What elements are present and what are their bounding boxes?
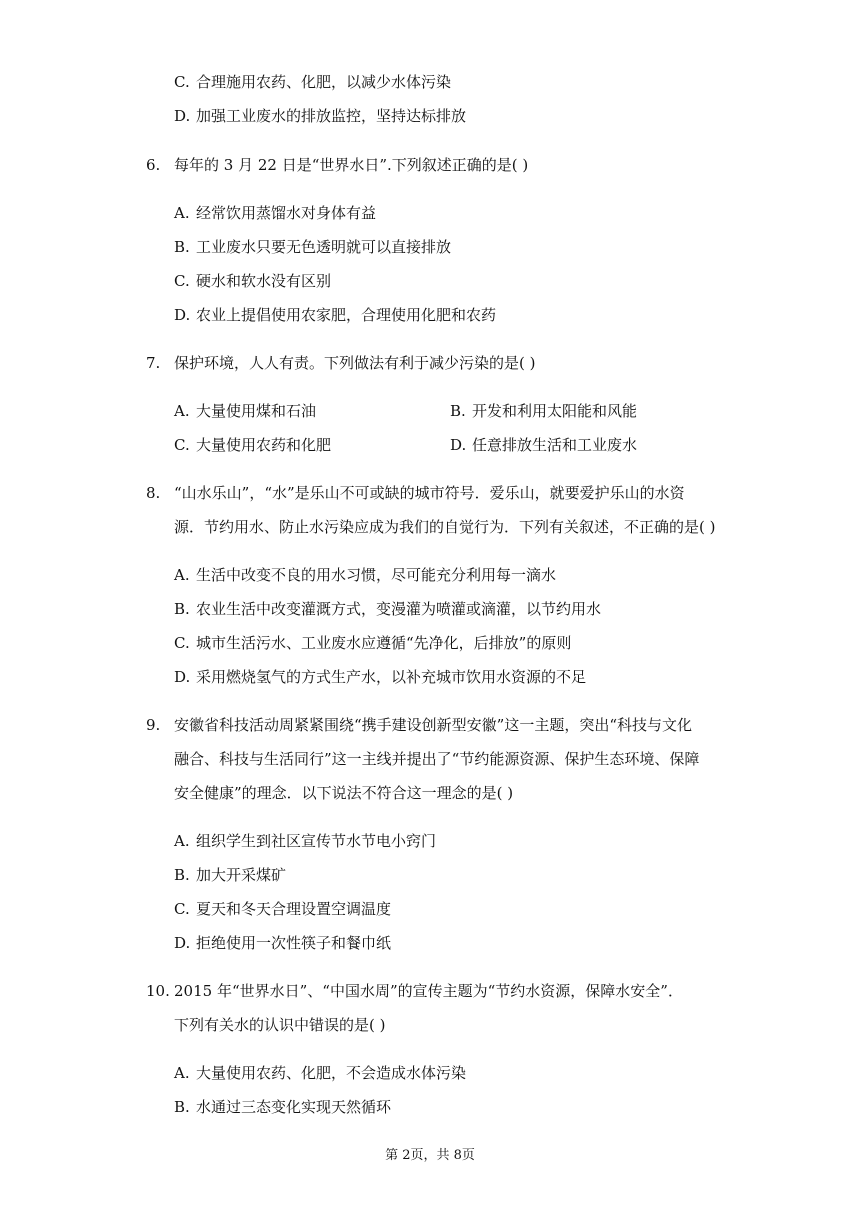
- question-number: 7.: [146, 354, 161, 372]
- question-stem-line: 下列有关水的认识中错误的是( ): [174, 1016, 386, 1034]
- question-number: 9.: [146, 716, 161, 734]
- option-a: A. 大量使用农药、化肥，不会造成水体污染: [174, 1064, 467, 1082]
- option-a: A. 经常饮用蒸馏水对身体有益: [174, 204, 377, 222]
- option-b: B. 农业生活中改变灌溉方式，变漫灌为喷灌或滴灌，以节约用水: [174, 600, 602, 618]
- option-d: D. 任意排放生活和工业废水: [450, 436, 638, 454]
- option-d: D. 农业上提倡使用农家肥，合理使用化肥和农药: [174, 306, 497, 324]
- option-a: A. 生活中改变不良的用水习惯，尽可能充分利用每一滴水: [174, 566, 557, 584]
- option-d: D. 拒绝使用一次性筷子和餐巾纸: [174, 934, 392, 952]
- question-stem-line: 融合、科技与生活同行”这一主线并提出了“节约能源资源、保护生态环境、保障: [174, 750, 700, 768]
- question-stem-line: 源．节约用水、防止水污染应成为我们的自觉行为．下列有关叙述，不正确的是( ): [174, 518, 716, 536]
- option-d: D. 采用燃烧氢气的方式生产水，以补充城市饮用水资源的不足: [174, 668, 587, 686]
- question-stem: 保护环境，人人有责。下列做法有利于减少污染的是( ): [174, 354, 536, 372]
- option-b: B. 开发和利用太阳能和风能: [450, 402, 638, 420]
- option-b: B. 工业废水只要无色透明就可以直接排放: [174, 238, 452, 256]
- option-c: C. 大量使用农药和化肥: [174, 436, 332, 454]
- question-stem-line: 安徽省科技活动周紧紧围绕“携手建设创新型安徽”这一主题，突出“科技与文化: [174, 716, 693, 734]
- option-d: D. 加强工业废水的排放监控，坚持达标排放: [174, 107, 467, 125]
- option-b: B. 水通过三态变化实现天然循环: [174, 1098, 392, 1116]
- question-stem: 每年的 3 月 22 日是“世界水日”.下列叙述正确的是( ): [174, 156, 529, 174]
- page-footer: 第 2页，共 8页: [385, 1148, 475, 1163]
- question-number: 10.: [146, 982, 170, 1000]
- option-c: C. 城市生活污水、工业废水应遵循“先净化，后排放”的原则: [174, 634, 572, 652]
- option-c: C. 硬水和软水没有区别: [174, 272, 332, 290]
- option-a: A. 大量使用煤和石油: [174, 402, 317, 420]
- option-b: B. 加大开采煤矿: [174, 866, 287, 884]
- question-number: 6.: [146, 156, 161, 174]
- option-a: A. 组织学生到社区宣传节水节电小窍门: [174, 832, 437, 850]
- option-c: C. 夏天和冬天合理设置空调温度: [174, 900, 392, 918]
- question-stem-line: 2015 年“世界水日”、“中国水周”的宣传主题为“节约水资源，保障水安全”．: [174, 982, 683, 1000]
- option-c: C. 合理施用农药、化肥，以减少水体污染: [174, 73, 452, 91]
- question-number: 8.: [146, 484, 161, 502]
- question-stem-line: 安全健康”的理念．以下说法不符合这一理念的是( ): [174, 784, 514, 802]
- question-stem-line: “山水乐山”，“水”是乐山不可或缺的城市符号．爱乐山，就要爱护乐山的水资: [174, 484, 685, 502]
